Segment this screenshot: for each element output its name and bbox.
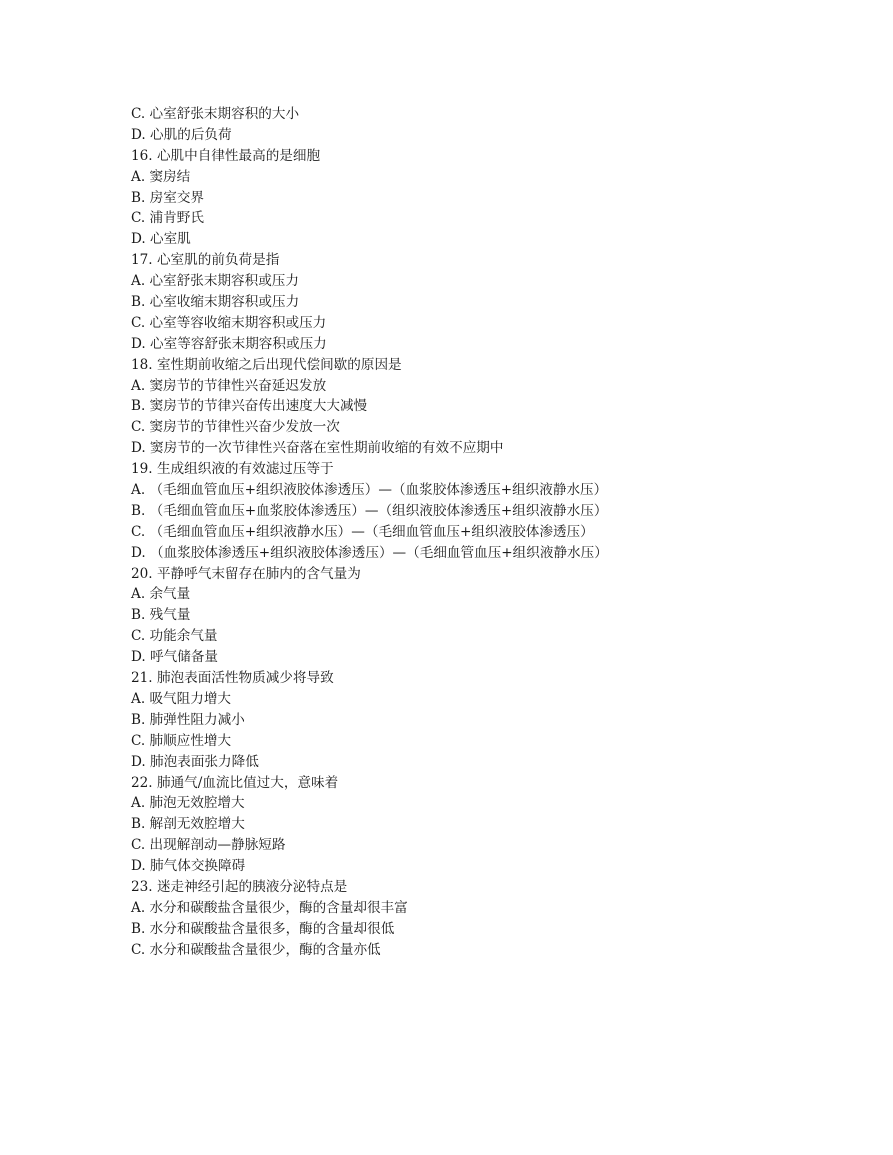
answer-option — [131, 814, 831, 835]
question-stem — [131, 250, 831, 271]
line-text: D. （血浆胶体渗透压+组织液胶体渗透压）—（毛细血管血压+组织液静水压） — [131, 544, 608, 561]
answer-option — [131, 647, 831, 668]
line-text: C. 浦肯野氏 — [131, 210, 204, 227]
line-text: C. 心室等容收缩末期容积或压力 — [131, 314, 327, 331]
answer-option — [131, 417, 831, 438]
line-text: C. 出现解剖动—静脉短路 — [131, 837, 286, 854]
answer-option — [131, 208, 831, 229]
answer-option — [131, 501, 831, 522]
line-text: C. （毛细血管血压+组织液静水压）—（毛细血管血压+组织液胶体渗透压） — [131, 523, 594, 540]
answer-option — [131, 480, 831, 501]
line-text: B. 心室收缩末期容积或压力 — [131, 294, 300, 311]
answer-option — [131, 292, 831, 313]
line-text: D. 窦房节的一次节律性兴奋落在室性期前收缩的有效不应期中 — [131, 440, 504, 457]
line-text: B. 残气量 — [131, 607, 191, 624]
line-text: 16. 心肌中自律性最高的是 — [131, 147, 293, 164]
answer-option — [131, 229, 831, 250]
line-text: D. 肺泡表面张力降低 — [131, 753, 259, 770]
answer-option — [131, 940, 831, 961]
line-text: 19. 生成组织液的有效滤过压等于 — [131, 461, 334, 478]
line-text: 22. 肺通气/血流比值过大，意味着 — [131, 774, 339, 791]
answer-option — [131, 584, 831, 605]
question-stem — [131, 668, 831, 689]
answer-option — [131, 835, 831, 856]
answer-option — [131, 543, 831, 564]
answer-option — [131, 710, 831, 731]
question-stem — [131, 146, 831, 167]
answer-option — [131, 752, 831, 773]
answer-option — [131, 856, 831, 877]
question-stem — [131, 877, 831, 898]
line-text: C. 肺顺应性增大 — [131, 732, 232, 749]
document-page — [131, 104, 831, 961]
line-text: C. 水分和碳酸盐含量很少，酶的含量亦低 — [131, 941, 381, 958]
answer-option — [131, 188, 831, 209]
answer-option — [131, 731, 831, 752]
line-text: A. 水分和碳酸盐含量很少，酶的含量却很丰富 — [131, 899, 408, 916]
line-text: B. 水分和碳酸盐含量很多，酶的含量却很低 — [131, 920, 395, 937]
line-text: B. 肺弹性阻力减小 — [131, 711, 245, 728]
line-text: D. 心室等容舒张末期容积或压力 — [131, 335, 327, 352]
answer-option — [131, 689, 831, 710]
line-text: A. 肺泡无效腔增大 — [131, 795, 245, 812]
question-stem — [131, 773, 831, 794]
line-text: 23. 迷走神经引起的胰液分泌特点是 — [131, 878, 348, 895]
line-text: A. 吸气阻力增大 — [131, 690, 232, 707]
answer-option — [131, 626, 831, 647]
line-text: C. 窦房节的节律性兴奋少发放一次 — [131, 419, 340, 436]
line-text: 17. 心室肌的前负荷是指 — [131, 252, 280, 269]
answer-option — [131, 522, 831, 543]
line-text: A. 窦房结 — [131, 168, 191, 185]
answer-option — [131, 125, 831, 146]
answer-option — [131, 793, 831, 814]
line-text: B. 解剖无效腔增大 — [131, 816, 245, 833]
line-text: 21. 肺泡表面活性物质减少将导致 — [131, 670, 334, 687]
line-text: B. 房室交界 — [131, 189, 205, 206]
line-text: D. 心室肌 — [131, 231, 191, 248]
answer-option — [131, 167, 831, 188]
answer-option — [131, 104, 831, 125]
answer-option — [131, 898, 831, 919]
line-text: A. 余气量 — [131, 586, 191, 603]
line-text: D. 呼气储备量 — [131, 649, 219, 666]
answer-option — [131, 919, 831, 940]
line-text: B. 窦房节的节律兴奋传出速度大大减慢 — [131, 398, 368, 415]
question-stem — [131, 459, 831, 480]
answer-option — [131, 334, 831, 355]
line-text: A. 窦房节的节律性兴奋延迟发放 — [131, 377, 327, 394]
answer-option — [131, 313, 831, 334]
line-text: D. 肺气体交换障碍 — [131, 858, 246, 875]
answer-option — [131, 438, 831, 459]
line-suffix: 细胞 — [292, 147, 321, 164]
answer-option — [131, 396, 831, 417]
answer-option — [131, 271, 831, 292]
question-stem — [131, 355, 831, 376]
line-text: A. 心室舒张末期容积或压力 — [131, 273, 299, 290]
line-text: C. 心室舒张末期容积的大小 — [131, 106, 300, 122]
answer-option — [131, 605, 831, 626]
line-text: D. 心肌的后负荷 — [131, 126, 232, 143]
line-text: B. （毛细血管血压+血浆胶体渗透压）—（组织液胶体渗透压+组织液静水压） — [131, 502, 608, 519]
line-text: 20. 平静呼气末留存在肺内的含气量为 — [131, 565, 361, 582]
line-text: 18. 室性期前收缩之后出现代偿间歇的原因是 — [131, 356, 402, 373]
line-text: C. 功能余气量 — [131, 628, 218, 645]
answer-option — [131, 376, 831, 397]
question-stem — [131, 564, 831, 585]
line-text: A. （毛细血管血压+组织液胶体渗透压）—（血浆胶体渗透压+组织液静水压） — [131, 482, 608, 499]
